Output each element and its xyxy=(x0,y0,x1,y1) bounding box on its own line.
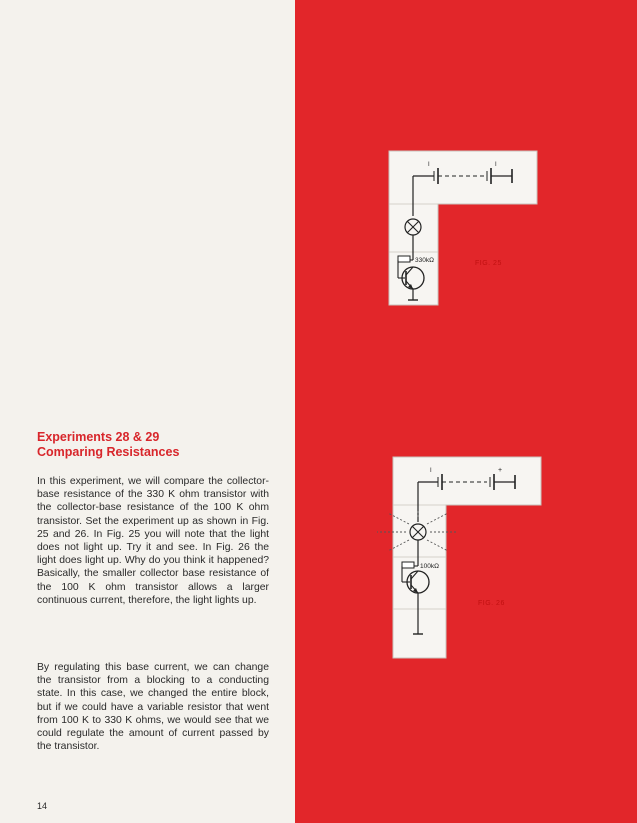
right-page xyxy=(295,0,637,823)
page-number: 14 xyxy=(37,801,48,811)
experiment-heading xyxy=(37,430,287,460)
battery-mark-2: I xyxy=(495,162,497,168)
left-page xyxy=(0,0,295,823)
fig-26-label: FIG. 26 xyxy=(478,600,505,607)
resistor-icon xyxy=(398,256,410,262)
resistor-icon xyxy=(402,562,414,568)
battery-mark-1: I xyxy=(430,468,432,474)
heading-line-2: Comparing Resistances xyxy=(37,445,180,459)
heading-line-1: Experiments 28 & 29 xyxy=(37,430,160,444)
fig-26-diagram xyxy=(374,454,544,662)
module-outline xyxy=(393,457,541,658)
resistor-label: 330kΩ xyxy=(415,257,434,264)
module-outline xyxy=(389,151,537,305)
battery-mark-1: I xyxy=(428,162,430,168)
fig-25-diagram xyxy=(384,148,540,308)
resistor-label: 100kΩ xyxy=(420,563,439,570)
fig-25-label: FIG. 25 xyxy=(475,260,502,267)
battery-mark-2: + xyxy=(498,467,503,474)
paragraph-2: By regulating this base current, we can change the transistor from a blocking to a conducting state. In this case, we changed the entire block, but if we could have a variable resistor that went from 100 K to 330 K ohms, we would see that we could regulate the amount of current passed by the transistor. xyxy=(37,662,269,753)
paragraph-1: In this experiment, we will compare the collector-base resistance of the 330 K ohm transistor with the collector-base resistance of the 100 K ohm transistor. Set the experiment up as shown in Fig. 25 and 26. In Fig. 25 you will note that the light does not light up. Try it and see. In Fig. 26 the light does light up. Why do you think it happened? Basically, the smaller collector base resistance of the 100 K ohm transistor allows a larger continuous current, therefore, the light lights up. xyxy=(37,476,269,606)
